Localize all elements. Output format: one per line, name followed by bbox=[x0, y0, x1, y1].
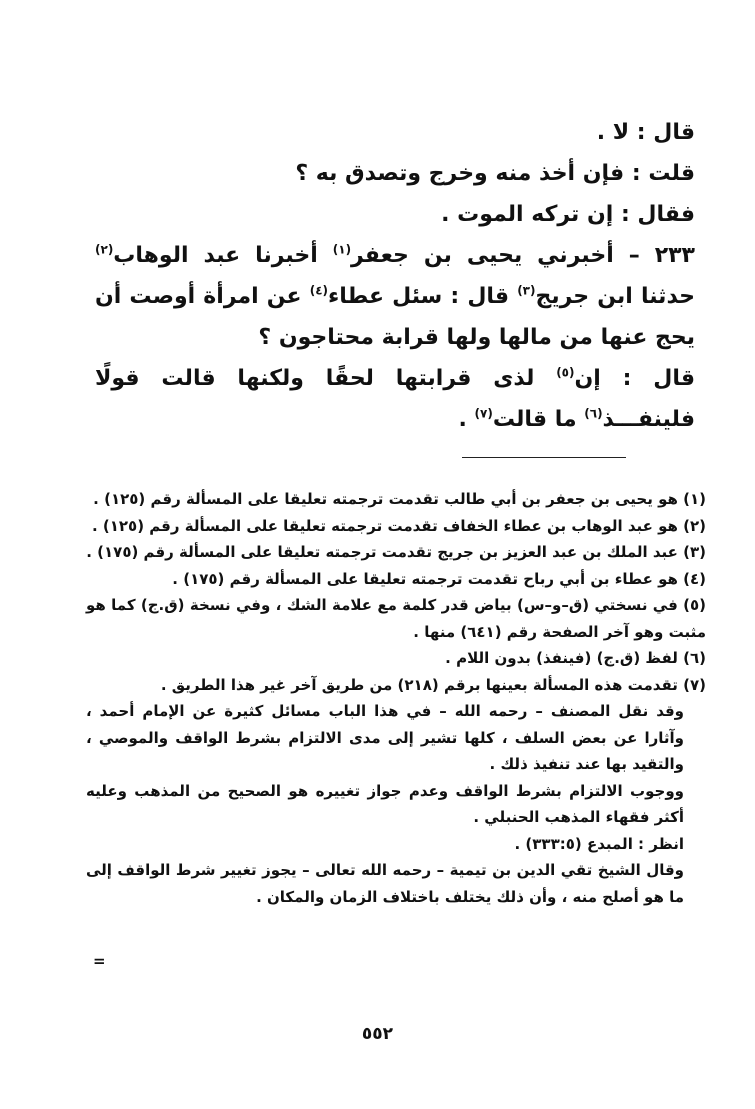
footnote-ref: (٢) bbox=[95, 242, 114, 257]
hadith-text: عن امرأة أوصت أن يحج عنها من مالها ولها قرابة محتاجون ؟ bbox=[95, 284, 695, 350]
answer-paragraph bbox=[95, 358, 695, 440]
hadith-text: أخبرنا عبد الوهاب bbox=[113, 243, 333, 268]
text-line: قلت : فإن أخذ منه وخرج وتصدق به ؟ bbox=[295, 161, 695, 186]
footnote: (٤) هو عطاء بن أبي رباح تقدمت ترجمته تعليقا على المسألة رقم (١٧٥) . bbox=[172, 569, 706, 588]
footnote-ref: (٧) bbox=[474, 406, 493, 421]
commentary-paragraph: انظر : المبدع (٣٣٣:٥) . bbox=[514, 834, 684, 853]
footnote: (٦) لفظ (ق.ج) (فينفذ) بدون اللام . bbox=[445, 649, 706, 667]
footnote: (٣) عبد الملك بن عبد العزيز بن جريج تقدمت ترجمته تعليقا على المسألة رقم (١٧٥) . bbox=[86, 543, 706, 561]
footnote-ref: (٥) bbox=[556, 365, 575, 380]
footnote-divider bbox=[462, 457, 626, 458]
hadith-233 bbox=[95, 235, 695, 358]
page-number: ٥٥٢ bbox=[361, 1024, 394, 1044]
continuation-mark: = bbox=[93, 952, 106, 970]
footnotes bbox=[86, 486, 706, 910]
answer-text: . bbox=[458, 407, 475, 432]
footnote: (٥) في نسختي (ق–و–س) بياض قدر كلمة مع علامة الشك ، وفي نسخة (ق.ج) كما هو مثبت وهو آخر الصفحة رقم (٦٤١) منها . bbox=[86, 596, 706, 641]
footnote-ref: (٤) bbox=[309, 283, 328, 298]
answer-text: قال : إن bbox=[574, 366, 695, 391]
main-text bbox=[95, 112, 695, 440]
footnote-ref: (٦) bbox=[584, 406, 603, 421]
text-line: قال : لا . bbox=[596, 120, 695, 145]
answer-text: لذى قرابتها لحقًا ولكنها قالت قولًا فلينفـــذ bbox=[95, 366, 695, 432]
footnote-ref: (١) bbox=[332, 242, 352, 257]
answer-text: ما قالت bbox=[492, 407, 585, 432]
text-line: فقال : إن تركه الموت . bbox=[441, 202, 695, 227]
hadith-text: ٢٣٣ – أخبرني يحيى بن جعفر bbox=[351, 243, 695, 268]
hadith-text: قال : سئل عطاء bbox=[328, 284, 518, 309]
commentary-paragraph: وقال الشيخ تقي الدين بن تيمية – رحمه الله تعالى – يجوز تغيير شرط الواقف إلى ما هو أصلح منه ، وأن ذلك يختلف باختلاف الزمان والمكان . bbox=[86, 861, 684, 906]
footnote: (٢) هو عبد الوهاب بن عطاء الخفاف تقدمت ترجمته تعليقا على المسألة رقم (١٢٥) . bbox=[91, 516, 706, 535]
footnote: (١) هو يحيى بن جعفر بن أبي طالب تقدمت ترجمته تعليقا على المسألة رقم (١٢٥) . bbox=[93, 490, 706, 508]
footnote-ref: (٣) bbox=[517, 283, 536, 298]
commentary-paragraph: ووجوب الالتزام بشرط الواقف وعدم جواز تغييره هو الصحيح من المذهب وعليه أكثر فقهاء المذهب الحنبلي . bbox=[86, 781, 684, 826]
hadith-text: حدثنا ابن جريج bbox=[535, 284, 696, 309]
footnote: (٧) تقدمت هذه المسألة بعينها برقم (٢١٨) من طريق آخر غير هذا الطريق . bbox=[160, 675, 706, 694]
commentary-paragraph: وقد نقل المصنف – رحمه الله – في هذا الباب مسائل كثيرة عن الإمام أحمد ، وآثارا عن بعض السلف ، كلها تشير إلى مدى الالتزام بشرط الواقف والموصي ، والتقيد بها عند تنفيذ ذلك . bbox=[86, 702, 684, 773]
